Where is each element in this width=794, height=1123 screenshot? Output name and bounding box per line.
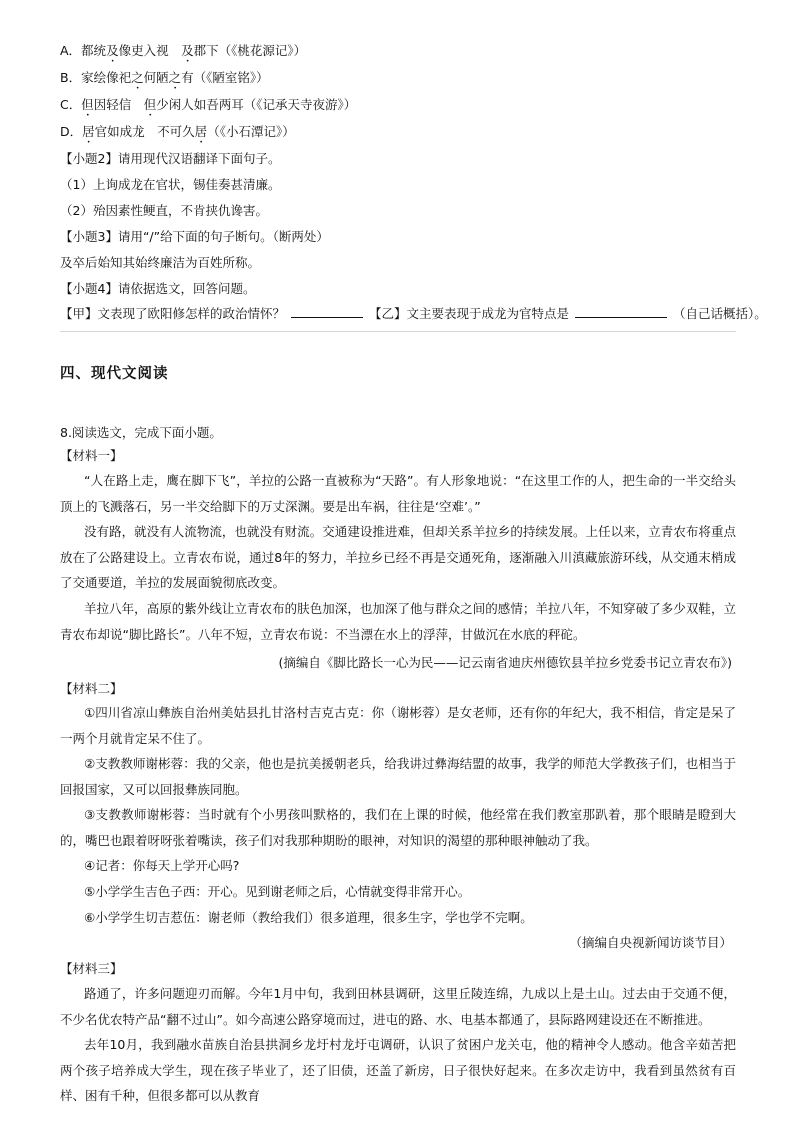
option-c — [60, 96, 740, 119]
q3-title: 【小题3】请用“/”给下面的句子断句。（断两处） — [60, 229, 329, 244]
material-3-paragraph-1: 路通了，许多问题迎刃而解。今年1月中旬，我到田林县调研，这里丘陵连绵，九成以上是土山。过去由于交通不便，不少名优农特产品“翻不过山”。如今高速公路穿境而过，进屯的路、水、电基本都通了，县际路网建设还在不断推进。 — [60, 986, 736, 1027]
material-2-paragraph-3: ③支教教师谢彬蓉：当时就有个小男孩叫默格的，我们在上课的时候，他经常在我们教室那趴着，那个眼睛是瞪到大的，嘴巴也跟着呀呀张着嘴读，孩子们对我那种期盼的眼神，对知识的渴望的那种眼神触动了我。 — [60, 807, 736, 848]
option-c-mid: 因轻信 — [93, 97, 144, 112]
material-2-source: （摘编自央视新闻访谈节目） — [569, 935, 732, 950]
q2-title: 【小题2】请用现代汉语翻译下面句子。 — [60, 151, 281, 166]
option-c-post: 少闲人如吾两耳（《记承天寺夜游》） — [156, 97, 357, 112]
section-divider — [60, 331, 736, 332]
material-3-label: 【材料三】 — [60, 961, 123, 976]
q2-sentence-2: （2）殆因素性鲠直，不肯挟仇谗害。 — [60, 203, 268, 218]
option-b-pre: B．家绘像祀 — [60, 70, 132, 85]
option-d-dotted-2: 居 — [194, 124, 208, 139]
option-a-mid: 像吏入视 — [118, 43, 182, 58]
material-2-paragraph-6: ⑥小学学生切吉惹伍：谢老师（教给我们）很多道理，很多生字，学也学不完啊。 — [84, 910, 533, 925]
material-2-paragraph-1: ①四川省凉山彝族自治州美姑县扎甘洛村吉克古克：你（谢彬蓉）是女老师，还有你的年纪大，我不相信，肯定是呆了一两个月就肯定呆不住了。 — [60, 705, 736, 746]
option-c-dotted-2: 但 — [143, 97, 157, 112]
material-1-paragraph-3: 羊拉八年，高原的紫外线让立青农布的肤色加深，也加深了他与群众之间的感情；羊拉八年，不知穿破了多少双鞋，立青农布却说“脚比路长”。八年不短，立青农布说：不当漂在水上的浮萍，甘做沉在水底的秤砣。 — [60, 601, 736, 642]
option-d-dotted-1: 居 — [82, 124, 95, 139]
option-c-pre: C． — [60, 97, 82, 112]
material-1-label: 【材料一】 — [60, 448, 123, 463]
material-2-paragraph-4: ④记者：你每天上学开心吗? — [84, 858, 240, 873]
section-heading: 四、现代文阅读 — [60, 365, 169, 382]
q4-part-2: 【乙】文主要表现于成龙为官特点是 — [369, 306, 570, 321]
option-b-mid: 何陋 — [143, 70, 169, 85]
material-2-paragraph-2: ②支教教师谢彬蓉：我的父亲，他也是抗美援朝老兵，给我讲过彝海结盟的故事，我学的师范大学教孩子们，也相当于回报国家，又可以回报彝族同胞。 — [60, 756, 736, 797]
material-3-paragraph-2: 去年10月，我到融水苗族自治县拱洞乡龙圩村龙圩屯调研，认识了贫困户龙关屯，他的精神令人感动。他含辛茹苦把两个孩子培养成大学生，现在孩子毕业了，还了旧债，还盖了新房，日子很快好起来。在多次走访中，我看到虽然贫有百样、困有千种，但很多都可以从教育 — [60, 1037, 736, 1103]
material-2-paragraph-5: ⑤小学学生吉色子西：开心。见到谢老师之后，心情就变得非常开心。 — [84, 884, 471, 899]
material-1-paragraph-2: 没有路，就没有人流物流，也就没有财流。交通建设推进难，但却关系羊拉乡的持续发展。上任以来，立青农布将重点放在了公路建设上。立青农布说，通过8年的努力，羊拉乡已经不再是交通死角，逐渐融入川滇藏旅游环线，从交通末梢成了交通要道，羊拉的发展面貌彻底改变。 — [60, 524, 736, 590]
option-a-post: 郡下（《桃花源记》） — [193, 43, 307, 58]
option-b — [60, 69, 740, 92]
option-d — [60, 123, 740, 146]
material-1-paragraph-1: “人在路上走，鹰在脚下飞”，羊拉的公路一直被称为“天路”。有人形象地说：“在这里工作的人，把生命的一半交给头顶上的飞溅落石，另一半交给脚下的万丈深渊。要是出车祸，往往是‘空难’。” — [60, 473, 736, 514]
option-b-dotted-1: 之 — [131, 70, 144, 85]
answer-blank-2[interactable] — [575, 305, 667, 318]
answer-blank-1[interactable] — [291, 305, 363, 318]
q3-sentence: 及卒后始知其始终廉洁为百姓所称。 — [60, 255, 261, 270]
option-a-pre: A．都统 — [60, 43, 107, 58]
q4-title: 【小题4】请依据选文，回答问题。 — [60, 281, 256, 296]
q4-question — [60, 305, 767, 323]
option-a — [60, 42, 740, 65]
option-a-dotted-2: 及 — [181, 43, 194, 58]
option-d-mid: 官如成龙 不可久 — [94, 124, 195, 139]
material-1-source: (摘编自《脚比路长一心为民——记云南省迪庆州德钦县羊拉乡党委书记立青农布》) — [278, 655, 732, 670]
q4-part-1: 【甲】文表现了欧阳修怎样的政治情怀？ — [60, 306, 286, 321]
option-d-post: （《小石潭记》） — [207, 124, 295, 139]
q2-sentence-1: （1）上询成龙在官状，锡佳奏甚清廉。 — [60, 177, 281, 192]
question-intro: 8.阅读选文，完成下面小题。 — [60, 425, 222, 440]
q4-part-3: （自己话概括）。 — [673, 306, 767, 321]
option-d-pre: D． — [60, 124, 83, 139]
material-2-label: 【材料二】 — [60, 681, 123, 696]
option-b-post: 有（《陋室铭》） — [181, 70, 269, 85]
option-c-dotted-1: 但 — [81, 97, 94, 112]
option-b-dotted-2: 之 — [168, 70, 182, 85]
option-a-dotted-1: 及 — [106, 43, 119, 58]
